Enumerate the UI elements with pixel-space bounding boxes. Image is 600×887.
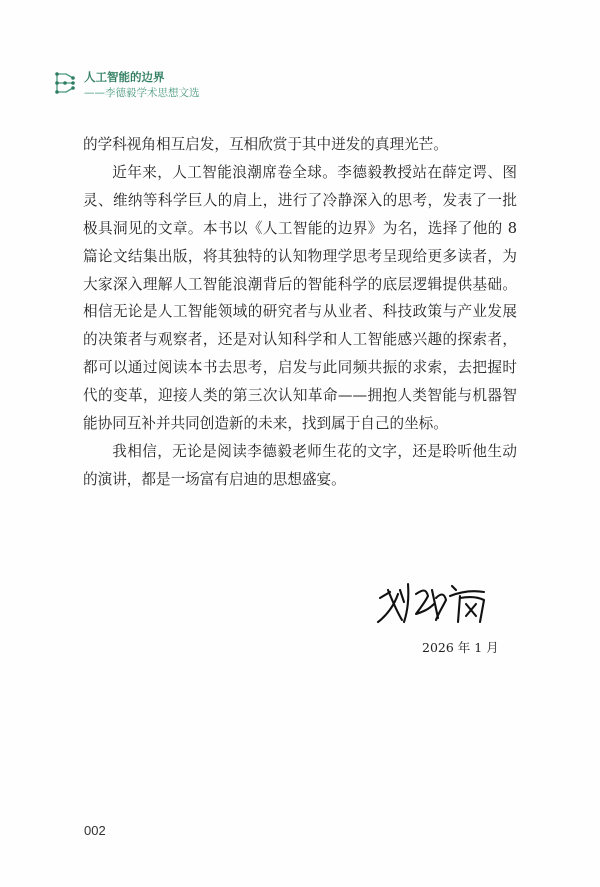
paragraph: 近年来，人工智能浪潮席卷全球。李德毅教授站在薛定谔、图灵、维纳等科学巨人的肩上，进行了冷静深入的思考，发表了一批极具洞见的文章。本书以《人工智能的边界》为名，选择了他的 8 篇论文结集出版，将其独特的认知物理学思考呈现给更多读者，为大家深入理解人工智能浪潮背后的智能科学的底层逻辑提供基础。相信无论是人工智能领域的研究者与从业者、科技政策与产业发展的决策者与观察者，还是对认知科学和人工智能感兴趣的探索者，都可以通过阅读本书去思考，启发与此同频共振的求索，去把握时代的变革，迎接人类的第三次认知革命——拥抱人类智能与机器智能协同互补并共同创造新的未来，找到属于自己的坐标。 (83, 163, 517, 433)
page-number: 002 (84, 823, 106, 838)
book-subtitle: ——李德毅学术思想文选 (84, 87, 200, 99)
paragraph: 我相信，无论是阅读李德毅老师生花的文字，还是聆听他生动的演讲，都是一场富有启迪的思想盛宴。 (83, 442, 517, 488)
running-header (52, 68, 312, 104)
paragraph: 的学科视角相互启发，互相欣赏于其中迸发的真理光芒。 (83, 136, 448, 153)
signature-date: 2026 年 1 月 (422, 640, 499, 655)
handwritten-signature (376, 580, 492, 626)
body-text (83, 131, 517, 494)
book-title: 人工智能的边界 (84, 70, 165, 84)
circuit-node-icon (52, 70, 78, 96)
